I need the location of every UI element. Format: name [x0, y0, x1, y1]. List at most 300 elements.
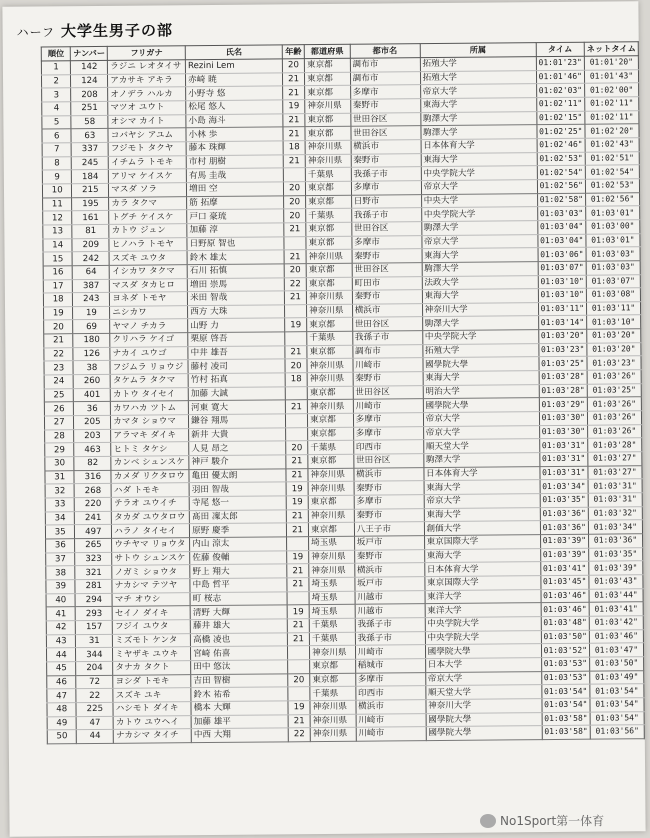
cell-number: 204	[76, 661, 113, 675]
cell-affiliation: 東海大学	[422, 289, 538, 304]
cell-number: 180	[73, 333, 110, 347]
cell-name: 中井 雄吾	[188, 346, 285, 361]
cell-time: 01:02'53"	[537, 152, 585, 166]
cell-affiliation: 帝京大学	[425, 671, 541, 686]
cell-rank: 12	[43, 211, 73, 225]
cell-prefecture: 神奈川県	[307, 400, 353, 414]
page-title	[17, 19, 174, 41]
cell-prefecture: 千葉県	[307, 331, 353, 345]
cell-city: 秦野市	[352, 249, 422, 263]
cell-name: 藤井 雄大	[190, 619, 287, 634]
watermark	[480, 812, 604, 829]
cell-prefecture: 神奈川県	[305, 154, 351, 168]
cell-name: 田中 悠汰	[191, 660, 288, 675]
cell-prefecture: 東京都	[306, 263, 352, 277]
cell-city: 我孫子市	[355, 631, 425, 645]
cell-furigana: ニシカワ	[110, 305, 188, 319]
cell-affiliation: 駒澤大学	[422, 316, 538, 331]
cell-city: 多摩市	[353, 426, 423, 440]
cell-net-time: 01:03'11"	[586, 302, 640, 316]
cell-prefecture: 神奈川県	[309, 564, 355, 578]
cell-affiliation: 創価大学	[424, 521, 540, 536]
cell-time: 01:03'35"	[540, 493, 588, 507]
cell-prefecture: 東京都	[306, 222, 352, 236]
cell-number: 157	[76, 620, 113, 634]
cell-net-time: 01:03'00"	[586, 220, 640, 234]
cell-affiliation: 駒澤大学	[421, 125, 537, 140]
cell-affiliation: 中央大学	[421, 193, 537, 208]
cell-prefecture: 東京都	[305, 72, 351, 86]
cell-net-time: 01:02'51"	[585, 151, 639, 165]
cell-rank: 10	[42, 184, 72, 198]
results-body	[41, 56, 644, 744]
cell-rank: 38	[46, 566, 76, 580]
cell-time: 01:03'29"	[539, 398, 587, 412]
cell-number: 19	[73, 306, 110, 320]
cell-furigana: クリハラ ケイゴ	[110, 333, 188, 347]
cell-prefecture: 神奈川県	[305, 99, 351, 113]
cell-prefecture: 千葉県	[305, 168, 351, 182]
cell-name: 高橋 凌也	[190, 632, 287, 647]
cell-affiliation: 國學院大學	[423, 357, 539, 372]
cell-age: 19	[286, 496, 308, 510]
results-sheet	[2, 1, 645, 837]
cell-city: 横浜市	[352, 303, 422, 317]
cell-number: 208	[71, 88, 108, 102]
cell-prefecture: 東京都	[310, 659, 356, 673]
cell-age: 20	[288, 673, 310, 687]
cell-rank: 1	[41, 61, 71, 75]
cell-age: 18	[283, 141, 305, 155]
cell-net-time: 01:03'03"	[586, 247, 640, 261]
cell-time: 01:03'48"	[541, 616, 589, 630]
cell-net-time: 01:03'39"	[589, 561, 643, 575]
cell-city: 多摩市	[350, 85, 420, 99]
cell-number: 142	[71, 60, 108, 74]
cell-time: 01:03'04"	[538, 234, 586, 248]
cell-city: 多摩市	[354, 495, 424, 509]
cell-net-time: 01:03'50"	[590, 657, 644, 671]
cell-affiliation: 日本体育大学	[421, 139, 537, 154]
cell-prefecture: 東京都	[310, 673, 356, 687]
cell-city: 世田谷区	[352, 262, 422, 276]
cell-number: 401	[74, 388, 111, 402]
cell-prefecture: 神奈川県	[310, 714, 356, 728]
cell-number: 268	[75, 484, 112, 498]
cell-time: 01:03'58"	[542, 725, 590, 739]
cell-number: 497	[75, 525, 112, 539]
cell-number: 209	[72, 238, 109, 252]
cell-number: 242	[72, 252, 109, 266]
cell-affiliation: 帝京大学	[421, 234, 537, 249]
cell-time: 01:01'23"	[536, 56, 584, 70]
cell-time: 01:02'46"	[537, 138, 585, 152]
cell-rank: 11	[43, 197, 73, 211]
cell-number: 245	[72, 156, 109, 170]
title-main: 大学生男子の部	[60, 21, 174, 41]
cell-name: 河東 寛大	[188, 400, 285, 415]
cell-time: 01:03'10"	[538, 288, 586, 302]
cell-number: 243	[73, 293, 110, 307]
cell-furigana: テラオ ユウイチ	[111, 497, 189, 511]
results-table	[41, 41, 645, 744]
cell-affiliation: 拓殖大学	[420, 70, 536, 85]
cell-rank: 42	[46, 621, 76, 635]
cell-affiliation: 法政大学	[422, 275, 538, 290]
cell-number: 220	[75, 497, 112, 511]
cell-number: 344	[76, 648, 113, 662]
cell-name: 藤本 珠輝	[186, 141, 283, 156]
cell-number: 293	[76, 607, 113, 621]
cell-net-time: 01:03'27"	[588, 452, 642, 466]
cell-furigana: コバヤシ アユム	[108, 128, 186, 142]
cell-time: 01:02'15"	[536, 111, 584, 125]
cell-net-time: 01:03'26"	[588, 424, 642, 438]
cell-furigana: カトウ ユウヘイ	[113, 715, 191, 729]
cell-age: 21	[283, 86, 305, 100]
cell-number: 294	[75, 593, 112, 607]
cell-number: 241	[75, 511, 112, 525]
cell-furigana: ウチヤマ リョウタ	[112, 538, 190, 552]
cell-name: 寺尾 悠一	[189, 496, 286, 511]
cell-prefecture: 埼玉県	[309, 536, 355, 550]
cell-rank: 5	[42, 115, 72, 129]
cell-prefecture: 千葉県	[310, 686, 356, 700]
cell-number: 337	[72, 142, 109, 156]
cell-time: 01:03'31"	[540, 466, 588, 480]
cell-age: 21	[285, 345, 307, 359]
cell-net-time: 01:03'31"	[588, 493, 642, 507]
cell-net-time: 01:02'20"	[585, 124, 639, 138]
cell-number: 38	[73, 361, 110, 375]
cell-furigana: ラジニ レオタイサ	[108, 60, 186, 74]
cell-rank: 28	[45, 429, 75, 443]
cell-rank: 27	[44, 416, 74, 430]
cell-name: 中島 哲平	[190, 578, 287, 593]
cell-net-time: 01:03'43"	[589, 575, 643, 589]
cell-city: 世田谷区	[350, 112, 420, 126]
cell-net-time: 01:02'11"	[585, 97, 639, 111]
cell-prefecture: 東京都	[308, 413, 354, 427]
cell-time: 01:03'54"	[541, 684, 589, 698]
cell-net-time: 01:03'23"	[587, 356, 641, 370]
cell-age: 21	[287, 578, 309, 592]
cell-prefecture: 東京都	[307, 386, 353, 400]
cell-affiliation: 東洋大学	[425, 603, 541, 618]
cell-furigana: ヒトミ タケシ	[111, 442, 189, 456]
cell-prefecture: 東京都	[305, 113, 351, 127]
cell-rank: 46	[47, 675, 77, 689]
cell-affiliation: 帝京大学	[424, 494, 540, 509]
cell-time: 01:02'56"	[537, 179, 585, 193]
cell-furigana: イチムラ トモキ	[108, 155, 186, 169]
cell-furigana: カラ タクマ	[109, 196, 187, 210]
cell-net-time: 01:03'54"	[590, 698, 644, 712]
cell-city: 横浜市	[354, 563, 424, 577]
cell-name: 赤崎 暁	[186, 73, 283, 88]
cell-rank: 24	[44, 375, 74, 389]
cell-age: 21	[283, 113, 305, 127]
cell-net-time: 01:02'43"	[585, 138, 639, 152]
cell-age: 18	[285, 373, 307, 387]
cell-name: 神戸 駿介	[189, 455, 286, 470]
cell-furigana: カトウ ジュン	[109, 224, 187, 238]
cell-affiliation: 國學院大學	[425, 644, 541, 659]
cell-city: 印西市	[355, 686, 425, 700]
cell-prefecture: 神奈川県	[308, 482, 354, 496]
cell-rank: 35	[45, 525, 75, 539]
cell-furigana: アカサキ アキラ	[108, 73, 186, 87]
cell-city: 稲城市	[355, 659, 425, 673]
cell-name: 竹村 拓真	[188, 373, 285, 388]
cell-name: 小林 歩	[186, 127, 283, 142]
cell-furigana: ハダ トモキ	[111, 483, 189, 497]
cell-net-time: 01:03'56"	[590, 725, 644, 739]
cell-age: 20	[284, 195, 306, 209]
cell-rank: 16	[43, 266, 73, 280]
cell-prefecture: 東京都	[308, 495, 354, 509]
wechat-icon	[480, 814, 496, 828]
cell-furigana: タケムラ タクマ	[110, 374, 188, 388]
cell-age	[287, 537, 309, 551]
cell-time: 01:03'46"	[541, 589, 589, 603]
cell-furigana: タカダ ユウタロウ	[112, 510, 190, 524]
cell-age: 20	[282, 59, 304, 73]
cell-net-time: 01:03'25"	[587, 383, 641, 397]
cell-name: 石川 拓慎	[187, 264, 284, 279]
cell-time: 01:03'30"	[539, 425, 587, 439]
cell-number: 63	[71, 129, 108, 143]
cell-affiliation: 帝京大学	[423, 412, 539, 427]
header-time: タイム	[536, 42, 584, 56]
cell-name: 中西 大翔	[191, 728, 288, 743]
cell-number: 205	[74, 415, 111, 429]
cell-affiliation: 日本体育大学	[424, 562, 540, 577]
cell-number: 161	[72, 211, 109, 225]
cell-name: 清野 大輝	[190, 605, 287, 620]
cell-affiliation: 東海大学	[421, 152, 537, 167]
cell-furigana: アラマキ ダイキ	[111, 428, 189, 442]
cell-number: 58	[71, 115, 108, 129]
cell-name: 鎌谷 翔馬	[189, 414, 286, 429]
cell-net-time: 01:03'10"	[587, 315, 641, 329]
cell-prefecture: 神奈川県	[306, 249, 352, 263]
cell-net-time: 01:03'27"	[588, 465, 642, 479]
cell-name: 吉田 智樹	[191, 673, 288, 688]
cell-city: 世田谷区	[352, 317, 422, 331]
cell-prefecture: 東京都	[305, 86, 351, 100]
cell-name: 佐藤 俊輔	[190, 550, 287, 565]
cell-furigana: ナカイ ユウゴ	[110, 346, 188, 360]
cell-time: 01:03'52"	[541, 643, 589, 657]
cell-city: 川崎市	[353, 358, 423, 372]
cell-time: 01:02'03"	[536, 84, 584, 98]
cell-number: 225	[76, 702, 113, 716]
cell-prefecture: 神奈川県	[310, 727, 356, 741]
cell-age: 21	[287, 619, 309, 633]
cell-age: 22	[284, 277, 306, 291]
cell-net-time: 01:03'28"	[588, 438, 642, 452]
cell-name: 鈴木 雄太	[187, 250, 284, 265]
cell-net-time: 01:03'41"	[589, 602, 643, 616]
cell-city: 川越市	[355, 590, 425, 604]
cell-time: 01:03'28"	[539, 370, 587, 384]
cell-rank: 40	[46, 593, 76, 607]
cell-net-time: 01:02'53"	[585, 179, 639, 193]
cell-furigana: カメダ リクタロウ	[111, 469, 189, 483]
cell-name: 市村 朋樹	[186, 154, 283, 169]
cell-age	[285, 332, 307, 346]
cell-time: 01:03'41"	[540, 561, 588, 575]
cell-name: 鈴木 祐希	[191, 687, 288, 702]
header-name: 氏名	[185, 45, 282, 60]
cell-city: 川越市	[355, 604, 425, 618]
cell-net-time: 01:03'26"	[587, 397, 641, 411]
header-age: 年齢	[282, 45, 304, 59]
cell-rank: 32	[45, 484, 75, 498]
cell-prefecture: 千葉県	[308, 441, 354, 455]
cell-rank: 49	[47, 716, 77, 730]
cell-age: 21	[283, 72, 305, 86]
cell-rank: 34	[45, 511, 75, 525]
cell-affiliation: 明治大学	[423, 384, 539, 399]
cell-age: 20	[285, 359, 307, 373]
cell-affiliation: 東洋大学	[425, 589, 541, 604]
cell-time: 01:03'45"	[540, 575, 588, 589]
cell-time: 01:03'11"	[538, 302, 586, 316]
cell-city: 横浜市	[351, 140, 421, 154]
cell-name: 加藤 大誠	[188, 387, 285, 402]
cell-time: 01:03'28"	[539, 384, 587, 398]
cell-rank: 48	[47, 703, 77, 717]
cell-prefecture: 東京都	[307, 345, 353, 359]
cell-time: 01:03'50"	[541, 630, 589, 644]
cell-furigana: フジモト タクヤ	[108, 142, 186, 156]
cell-prefecture: 千葉県	[309, 632, 355, 646]
cell-affiliation: 駒澤大学	[422, 261, 538, 276]
cell-affiliation: 帝京大学	[423, 425, 539, 440]
cell-age: 22	[288, 728, 310, 742]
cell-affiliation: 中央学院大学	[422, 330, 538, 345]
cell-net-time: 01:03'32"	[588, 506, 642, 520]
cell-city: 坂戸市	[355, 577, 425, 591]
cell-prefecture: 埼玉県	[309, 577, 355, 591]
header-furigana: フリガナ	[107, 46, 185, 61]
cell-furigana: ヒノハラ トモヤ	[109, 237, 187, 251]
cell-furigana: マチ オウシ	[112, 592, 190, 606]
cell-net-time: 01:03'36"	[588, 534, 642, 548]
cell-prefecture: 千葉県	[306, 208, 352, 222]
cell-time: 01:03'46"	[541, 602, 589, 616]
cell-furigana: フジムラ リョウジ	[110, 360, 188, 374]
cell-rank: 41	[46, 607, 76, 621]
cell-age	[285, 304, 307, 318]
cell-furigana: スズキ ユウタ	[109, 251, 187, 265]
cell-time: 01:03'07"	[538, 261, 586, 275]
cell-number: 64	[73, 265, 110, 279]
cell-age: 19	[288, 700, 310, 714]
cell-net-time: 01:03'44"	[589, 588, 643, 602]
cell-number: 316	[74, 470, 111, 484]
cell-rank: 36	[46, 539, 76, 553]
cell-prefecture: 東京都	[307, 318, 353, 332]
cell-age: 21	[286, 509, 308, 523]
cell-name: 新井 大貴	[189, 428, 286, 443]
cell-prefecture: 東京都	[306, 277, 352, 291]
cell-city: 世田谷区	[351, 126, 421, 140]
cell-city: 調布市	[350, 58, 420, 72]
cell-net-time: 01:03'01"	[586, 206, 640, 220]
cell-furigana: ハラノ タイセイ	[112, 524, 190, 538]
cell-name: 小野寺 悠	[186, 86, 283, 101]
cell-age: 19	[285, 318, 307, 332]
cell-rank: 13	[43, 225, 73, 239]
cell-age	[284, 236, 306, 250]
cell-name: 山野 力	[188, 318, 285, 333]
cell-city: 八王子市	[354, 522, 424, 536]
cell-age: 21	[284, 223, 306, 237]
cell-rank: 26	[44, 402, 74, 416]
cell-affiliation: 東海大学	[420, 98, 536, 113]
cell-rank: 44	[46, 648, 76, 662]
cell-name: 松尾 悠人	[186, 100, 283, 115]
cell-number: 215	[72, 183, 109, 197]
cell-rank: 25	[44, 388, 74, 402]
cell-time: 01:03'31"	[539, 452, 587, 466]
cell-prefecture: 東京都	[305, 127, 351, 141]
cell-name: 加藤 淳	[187, 223, 284, 238]
cell-affiliation: 中央学院大学	[421, 207, 537, 222]
cell-time: 01:03'54"	[542, 698, 590, 712]
cell-age: 19	[283, 100, 305, 114]
cell-time: 01:03'36"	[540, 521, 588, 535]
cell-age	[288, 660, 310, 674]
cell-prefecture: 神奈川県	[310, 700, 356, 714]
header-affiliation: 所属	[420, 43, 536, 58]
header-rank: 順位	[41, 47, 71, 61]
cell-name: 小島 海斗	[186, 113, 283, 128]
cell-age: 19	[287, 605, 309, 619]
cell-time: 01:03'06"	[538, 247, 586, 261]
cell-rank: 50	[47, 730, 77, 744]
cell-time: 01:03'30"	[539, 411, 587, 425]
cell-net-time: 01:03'46"	[589, 629, 643, 643]
cell-city: 我孫子市	[355, 618, 425, 632]
cell-rank: 23	[44, 361, 74, 375]
cell-rank: 37	[46, 552, 76, 566]
cell-number: 321	[75, 566, 112, 580]
cell-net-time: 01:03'42"	[589, 616, 643, 630]
cell-net-time: 01:03'20"	[587, 343, 641, 357]
cell-furigana: セイノ ダイキ	[112, 606, 190, 620]
cell-city: 川崎市	[355, 645, 425, 659]
cell-city: 多摩市	[352, 235, 422, 249]
cell-age: 21	[283, 127, 305, 141]
cell-net-time: 01:03'49"	[590, 670, 644, 684]
cell-net-time: 01:03'31"	[588, 479, 642, 493]
cell-affiliation: 神奈川大学	[422, 302, 538, 317]
cell-prefecture: 東京都	[305, 181, 351, 195]
cell-furigana: オノデラ ハルカ	[108, 87, 186, 101]
cell-rank: 20	[44, 320, 74, 334]
cell-affiliation: 日本大学	[425, 657, 541, 672]
cell-rank: 6	[42, 129, 72, 143]
cell-time: 01:03'10"	[538, 275, 586, 289]
cell-age: 21	[288, 714, 310, 728]
cell-affiliation: 順天堂大学	[423, 439, 539, 454]
header-prefecture: 都道府県	[304, 44, 350, 58]
cell-rank: 2	[41, 74, 71, 88]
